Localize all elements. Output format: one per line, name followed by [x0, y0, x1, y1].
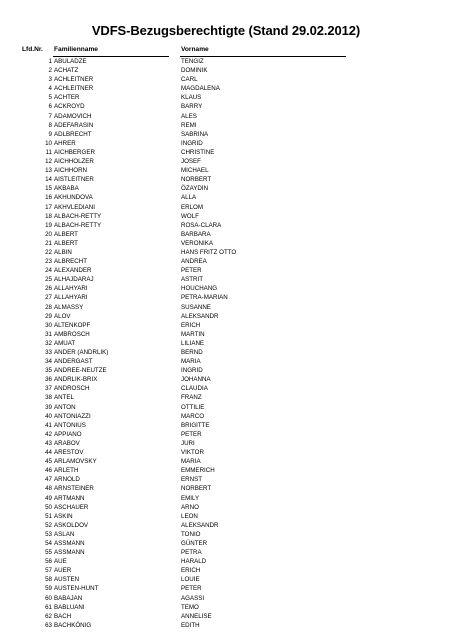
row-number: 23: [45, 258, 52, 266]
table-row: [0, 439, 452, 448]
row-number: 56: [45, 558, 52, 566]
first-name-cell: ERICH: [181, 321, 201, 329]
first-name-cell: VIKTOR: [181, 449, 204, 457]
family-name-cell: ADAMOVICH: [54, 112, 92, 120]
family-name-cell: ASCHAUER: [54, 503, 89, 511]
first-name-cell: ALEKSANDR: [181, 521, 219, 529]
family-name-cell: ANDROSCH: [54, 385, 90, 393]
family-name-cell: AMBROSCH: [54, 330, 90, 338]
row-number: 28: [45, 303, 52, 311]
family-name-cell: ACHATZ: [54, 67, 79, 75]
family-name-cell: ARLETH: [54, 467, 79, 475]
table-row: [0, 594, 452, 603]
first-name-cell: PETRA: [181, 549, 202, 557]
row-number: 60: [45, 594, 52, 602]
first-name-cell: PETER: [181, 585, 202, 593]
family-name-cell: BACH: [54, 612, 72, 620]
row-number: 35: [45, 367, 52, 375]
family-name-cell: ADEFARASIN: [54, 121, 94, 129]
row-number: 54: [45, 539, 52, 547]
row-number: 48: [45, 485, 52, 493]
row-number: 32: [45, 339, 52, 347]
row-number: 4: [48, 85, 52, 93]
first-name-cell: REMI: [181, 121, 197, 129]
family-name-cell: AKHVLEDIANI: [54, 203, 95, 211]
row-number: 19: [45, 221, 52, 229]
first-name-cell: AGASSI: [181, 594, 205, 602]
row-number: 43: [45, 439, 52, 447]
row-number: 26: [45, 285, 52, 293]
table-row: [0, 393, 452, 402]
table-row: [0, 366, 452, 375]
row-number: 13: [45, 167, 52, 175]
first-name-cell: SABRINA: [181, 130, 209, 138]
family-name-cell: AICHHORN: [54, 167, 88, 175]
first-name-cell: NORBERT: [181, 485, 212, 493]
row-number: 5: [48, 94, 52, 102]
row-number: 18: [45, 212, 52, 220]
family-name-cell: ACHTER: [54, 94, 80, 102]
row-number: 22: [45, 248, 52, 256]
family-name-cell: ARLAMOVSKY: [54, 458, 97, 466]
table-row: [0, 357, 452, 366]
table-row: [0, 203, 452, 212]
family-name-cell: AICHHOLZER: [54, 158, 94, 166]
row-number: 14: [45, 176, 52, 184]
row-number: 42: [45, 430, 52, 438]
row-number: 63: [45, 621, 52, 629]
first-name-cell: SUSANNE: [181, 303, 211, 311]
family-name-cell: AUER: [54, 567, 72, 575]
table-row: [0, 121, 452, 130]
first-name-cell: LOUIE: [181, 576, 200, 584]
table-row: [0, 503, 452, 512]
table-row: [0, 430, 452, 439]
family-name-cell: BABLUANI: [54, 603, 85, 611]
first-name-cell: PETER: [181, 430, 202, 438]
row-number: 40: [45, 412, 52, 420]
row-number: 24: [45, 267, 52, 275]
family-name-cell: ARNOLD: [54, 476, 80, 484]
first-name-cell: ERICH: [181, 567, 201, 575]
column-header-nr: Lfd.Nr.: [22, 46, 43, 53]
table-row: [0, 303, 452, 312]
table-row: [0, 339, 452, 348]
table-row: [0, 84, 452, 93]
row-number: 6: [48, 103, 52, 111]
family-name-cell: ASKOLDOV: [54, 521, 89, 529]
row-number: 10: [45, 139, 52, 147]
row-number: 15: [45, 185, 52, 193]
first-name-cell: ERLOM: [181, 203, 204, 211]
table-row: [0, 93, 452, 102]
row-number: 34: [45, 358, 52, 366]
table-row: [0, 348, 452, 357]
table-row: [0, 403, 452, 412]
first-name-cell: WOLF: [181, 212, 199, 220]
table-body: [0, 57, 452, 630]
first-name-cell: INGRID: [181, 367, 203, 375]
first-name-cell: ASTRIT: [181, 276, 204, 284]
first-name-cell: ÖZAYDIN: [181, 185, 209, 193]
table-row: [0, 466, 452, 475]
first-name-cell: LILIANE: [181, 339, 205, 347]
table-row: [0, 584, 452, 593]
family-name-cell: ALEXANDER: [54, 267, 92, 275]
family-name-cell: ANTEL: [54, 394, 74, 402]
family-name-cell: ALMASSY: [54, 303, 84, 311]
table-row: [0, 257, 452, 266]
family-name-cell: AUSTEN: [54, 576, 80, 584]
table-row: [0, 148, 452, 157]
row-number: 44: [45, 449, 52, 457]
family-name-cell: ALBERT: [54, 230, 78, 238]
first-name-cell: OTTILIE: [181, 403, 205, 411]
first-name-cell: JURI: [181, 439, 195, 447]
first-name-cell: INGRID: [181, 139, 203, 147]
first-name-cell: VERONIKA: [181, 239, 213, 247]
table-row: [0, 284, 452, 293]
table-row: [0, 475, 452, 484]
family-name-cell: ALHAJDARAJ: [54, 276, 94, 284]
first-name-cell: PETRA-MARIAN: [181, 294, 228, 302]
first-name-cell: HANS FRITZ OTTO: [181, 248, 237, 256]
row-number: 7: [48, 112, 52, 120]
family-name-cell: AHRER: [54, 139, 76, 147]
first-name-cell: PETER: [181, 267, 202, 275]
first-name-cell: DOMINIK: [181, 67, 208, 75]
first-name-cell: JOSEF: [181, 158, 201, 166]
table-row: [0, 548, 452, 557]
family-name-cell: BACHKÖNIG: [54, 621, 92, 629]
first-name-cell: ALES: [181, 112, 197, 120]
table-row: [0, 612, 452, 621]
family-name-cell: ACKROYD: [54, 103, 85, 111]
row-number: 27: [45, 294, 52, 302]
family-name-cell: AISTLEITNER: [54, 176, 94, 184]
first-name-cell: BRIGITTE: [181, 421, 210, 429]
table-row: [0, 193, 452, 202]
table-row: [0, 603, 452, 612]
first-name-cell: NORBERT: [181, 176, 212, 184]
first-name-cell: HARALD: [181, 558, 207, 566]
row-number: 39: [45, 403, 52, 411]
family-name-cell: APPIANO: [54, 430, 82, 438]
first-name-cell: EMMERICH: [181, 467, 215, 475]
table-row: [0, 330, 452, 339]
family-name-cell: ADLBRECHT: [54, 130, 92, 138]
row-number: 30: [45, 321, 52, 329]
row-number: 2: [48, 67, 52, 75]
table-row: [0, 212, 452, 221]
first-name-cell: ANDREA: [181, 258, 207, 266]
row-number: 12: [45, 158, 52, 166]
first-name-cell: EMILY: [181, 494, 200, 502]
first-name-cell: FRANZ: [181, 394, 202, 402]
family-name-cell: ALTENKOPF: [54, 321, 91, 329]
table-row: [0, 275, 452, 284]
table-row: [0, 175, 452, 184]
family-name-cell: ALBRECHT: [54, 258, 88, 266]
table-row: [0, 157, 452, 166]
table-row: [0, 521, 452, 530]
row-number: 50: [45, 503, 52, 511]
table-row: [0, 575, 452, 584]
first-name-cell: CHRISTINE: [181, 148, 215, 156]
row-number: 36: [45, 376, 52, 384]
first-name-cell: MARIA: [181, 358, 201, 366]
row-number: 52: [45, 521, 52, 529]
document-title: VDFS-Bezugsberechtigte (Stand 29.02.2012): [91, 23, 361, 38]
first-name-cell: KLAUS: [181, 94, 202, 102]
family-name-cell: ANTONIAZZI: [54, 412, 91, 420]
family-name-cell: ABULADZE: [54, 58, 87, 65]
table-row: [0, 566, 452, 575]
table-row: [0, 412, 452, 421]
table-row: [0, 112, 452, 121]
row-number: 53: [45, 530, 52, 538]
first-name-cell: MICHAEL: [181, 167, 209, 175]
first-name-cell: MARIA: [181, 458, 201, 466]
table-row: [0, 221, 452, 230]
first-name-cell: ALEKSANDR: [181, 312, 219, 320]
row-number: 31: [45, 330, 52, 338]
first-name-cell: ALLA: [181, 194, 197, 202]
table-row: [0, 539, 452, 548]
family-name-cell: ALBACH-RETTY: [54, 212, 102, 220]
family-name-cell: ALLAHYARI: [54, 294, 88, 302]
row-number: 61: [45, 603, 52, 611]
family-name-cell: AMUAT: [54, 339, 76, 347]
row-number: 62: [45, 612, 52, 620]
first-name-cell: JOHANNA: [181, 376, 211, 384]
family-name-cell: AKHUNDOVA: [54, 194, 93, 202]
family-name-cell: ANDER (ANDRLIK): [54, 349, 109, 356]
column-header-first-name: Vorname: [181, 46, 209, 53]
family-name-cell: ANTONIUS: [54, 421, 86, 429]
row-number: 57: [45, 567, 52, 575]
family-name-cell: AKBABA: [54, 185, 79, 193]
table-row: [0, 457, 452, 466]
row-number: 46: [45, 467, 52, 475]
first-name-cell: HOUCHANG: [181, 285, 218, 293]
family-name-cell: ANDERGAST: [54, 358, 93, 366]
family-name-cell: ARABOV: [54, 439, 80, 447]
table-row: [0, 530, 452, 539]
row-number: 25: [45, 276, 52, 284]
first-name-cell: ROSA-CLARA: [181, 221, 222, 229]
family-name-cell: ALLAHYARI: [54, 285, 88, 293]
first-name-cell: MARCO: [181, 412, 205, 420]
family-name-cell: ANDRLIK-BRIX: [54, 376, 98, 384]
first-name-cell: ERNST: [181, 476, 202, 484]
table-row: [0, 184, 452, 193]
table-row: [0, 321, 452, 330]
family-name-cell: BABAJAN: [54, 594, 83, 602]
family-name-cell: ALBERT: [54, 239, 78, 247]
first-name-cell: BARRY: [181, 103, 203, 111]
row-number: 37: [45, 385, 52, 393]
first-name-cell: CLAUDIA: [181, 385, 208, 393]
row-number: 1: [48, 58, 52, 65]
table-row: [0, 75, 452, 84]
family-name-cell: ANDREE-NEUTZE: [54, 367, 107, 375]
first-name-cell: TEMO: [181, 603, 199, 611]
first-name-cell: ARNO: [181, 503, 199, 511]
family-name-cell: ALBIN: [54, 248, 72, 256]
row-number: 3: [48, 76, 52, 84]
first-name-cell: MAGDALENA: [181, 85, 220, 93]
first-name-cell: BARBARA: [181, 230, 211, 238]
row-number: 20: [45, 230, 52, 238]
table-row: [0, 266, 452, 275]
row-number: 8: [48, 121, 52, 129]
family-name-cell: ASSMANN: [54, 549, 85, 557]
row-number: 49: [45, 494, 52, 502]
family-name-cell: AICHBERGER: [54, 148, 95, 156]
table-row: [0, 375, 452, 384]
row-number: 55: [45, 549, 52, 557]
table-row: [0, 557, 452, 566]
row-number: 16: [45, 194, 52, 202]
table-row: [0, 494, 452, 503]
first-name-cell: ANNELISE: [181, 612, 212, 620]
family-name-cell: ARESTOV: [54, 449, 84, 457]
family-name-cell: AUSTEN-HUNT: [54, 585, 99, 593]
first-name-cell: EDITH: [181, 621, 200, 629]
family-name-cell: ASSMANN: [54, 539, 85, 547]
table-row: [0, 130, 452, 139]
row-number: 47: [45, 476, 52, 484]
family-name-cell: ALBACH-RETTY: [54, 221, 102, 229]
table-row: [0, 102, 452, 111]
family-name-cell: ASLAN: [54, 530, 75, 538]
family-name-cell: AUE: [54, 558, 67, 566]
table-row: [0, 57, 452, 66]
family-name-cell: ARNSTEINER: [54, 485, 94, 493]
table-row: [0, 312, 452, 321]
row-number: 29: [45, 312, 52, 320]
table-row: [0, 384, 452, 393]
row-number: 33: [45, 349, 52, 356]
row-number: 9: [48, 130, 52, 138]
first-name-cell: LEON: [181, 512, 198, 520]
family-name-cell: ACHLEITNER: [54, 76, 94, 84]
row-number: 17: [45, 203, 52, 211]
family-name-cell: ACHLEITNER: [54, 85, 94, 93]
table-row: [0, 66, 452, 75]
row-number: 21: [45, 239, 52, 247]
family-name-cell: ANTON: [54, 403, 76, 411]
family-name-cell: ARTMANN: [54, 494, 85, 502]
table-row: [0, 230, 452, 239]
first-name-cell: TENGIZ: [181, 58, 204, 65]
table-row: [0, 621, 452, 630]
family-name-cell: ALOV: [54, 312, 71, 320]
column-header-family-name: Familienname: [54, 46, 98, 53]
row-number: 58: [45, 576, 52, 584]
family-name-cell: ASKIN: [54, 512, 73, 520]
row-number: 59: [45, 585, 52, 593]
first-name-cell: GÜNTER: [181, 539, 208, 547]
first-name-cell: TONIO: [181, 530, 201, 538]
table-row: [0, 139, 452, 148]
row-number: 11: [45, 148, 52, 156]
table-row: [0, 448, 452, 457]
first-name-cell: MARTIN: [181, 330, 205, 338]
table-row: [0, 239, 452, 248]
row-number: 41: [45, 421, 52, 429]
first-name-cell: BERND: [181, 349, 203, 356]
row-number: 38: [45, 394, 52, 402]
table-row: [0, 248, 452, 257]
row-number: 45: [45, 458, 52, 466]
table-row: [0, 512, 452, 521]
table-row: [0, 484, 452, 493]
table-row: [0, 293, 452, 302]
first-name-cell: CARL: [181, 76, 198, 84]
table-row: [0, 421, 452, 430]
table-row: [0, 166, 452, 175]
row-number: 51: [45, 512, 52, 520]
